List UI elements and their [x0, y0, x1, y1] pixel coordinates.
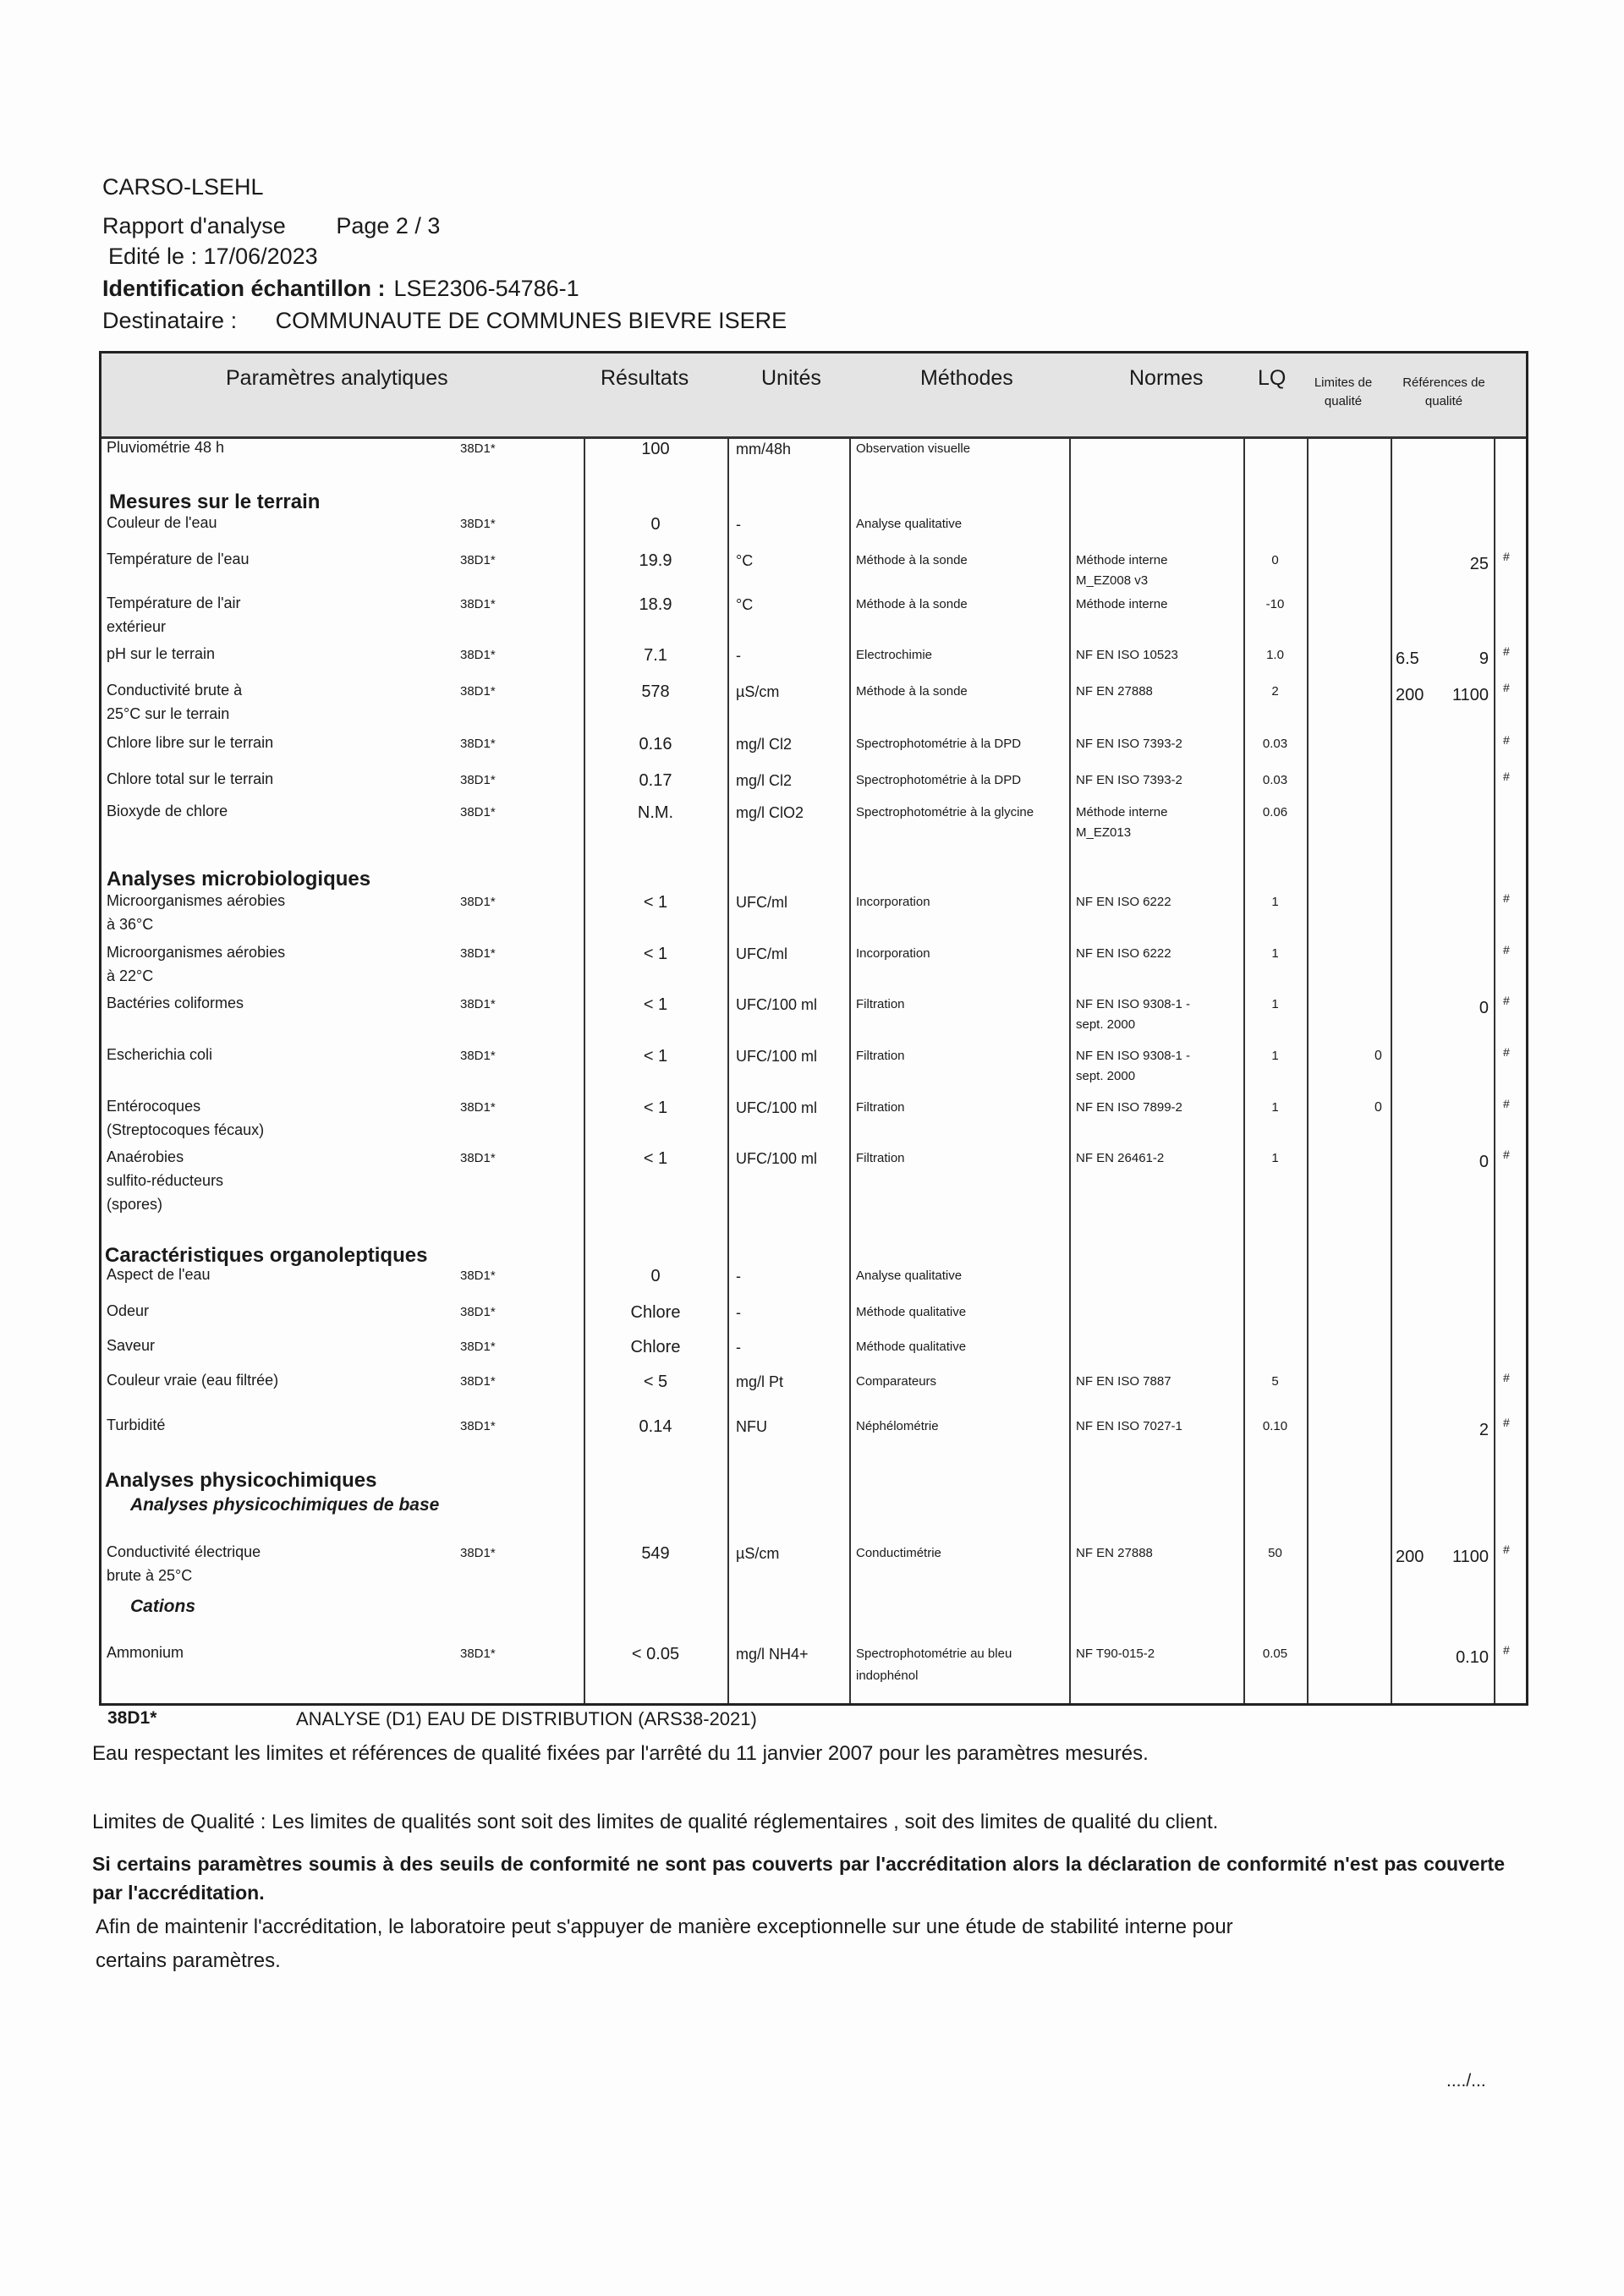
param-name: Ammonium: [107, 1644, 184, 1661]
col-header-param: Paramètres analytiques: [226, 366, 448, 390]
method-line-2: indophénol: [856, 1669, 919, 1683]
sample-label: Identification échantillon :: [102, 276, 386, 301]
analysis-code: 38D1*: [460, 1100, 496, 1115]
lq-value: 1: [1271, 1151, 1279, 1165]
unit: -: [736, 516, 741, 533]
result-value: Chlore: [630, 1338, 681, 1356]
col-header-result: Résultats: [601, 366, 689, 390]
analysis-code: 38D1*: [460, 597, 496, 611]
method: Méthode qualitative: [856, 1305, 967, 1319]
param-name-line-2: sulfito-réducteurs: [107, 1172, 224, 1189]
param-name: Chlore libre sur le terrain: [107, 734, 274, 751]
page-number: Page 2 / 3: [336, 213, 441, 238]
section-title-micro: Analyses microbiologiques: [107, 868, 371, 890]
param-name: Chlore total sur le terrain: [107, 770, 274, 787]
method: Spectrophotométrie à la DPD: [856, 773, 1022, 787]
col-divider: [584, 436, 585, 1703]
analysis-code: 38D1*: [460, 648, 496, 662]
unit: mg/l ClO2: [736, 804, 804, 821]
analysis-code: 38D1*: [460, 684, 496, 699]
norm: NF EN ISO 6222: [1076, 946, 1171, 961]
method: Comparateurs: [856, 1374, 937, 1389]
quality-ref-max: 0.10: [1456, 1648, 1489, 1667]
col-divider: [849, 436, 851, 1703]
param-name: Escherichia coli: [107, 1046, 213, 1063]
param-name: pH sur le terrain: [107, 645, 216, 662]
analysis-code: 38D1*: [460, 895, 496, 909]
method: Incorporation: [856, 895, 930, 909]
result-value: < 1: [643, 945, 668, 963]
method: Filtration: [856, 1151, 905, 1165]
analysis-code: 38D1*: [460, 805, 496, 819]
norm: NF EN ISO 7899-2: [1076, 1100, 1182, 1115]
method: Méthode à la sonde: [856, 553, 968, 567]
lq-value: 1: [1271, 1100, 1279, 1115]
result-value: < 1: [643, 1149, 668, 1168]
unit: mg/l NH4+: [736, 1646, 809, 1663]
result-value: 549: [641, 1544, 670, 1563]
param-name: Conductivité brute à: [107, 682, 243, 699]
param-name: Conductivité électrique: [107, 1543, 261, 1560]
analysis-code: 38D1*: [460, 946, 496, 961]
lq-value: 0.03: [1262, 737, 1288, 751]
method: Conductimétrie: [856, 1546, 941, 1560]
analysis-code: 38D1*: [460, 1151, 496, 1165]
method: Analyse qualitative: [856, 1269, 963, 1283]
norm: NF EN ISO 7887: [1076, 1374, 1171, 1389]
report-label: Rapport d'analyse: [102, 213, 286, 238]
method: Filtration: [856, 997, 905, 1011]
param-name: Entérocoques: [107, 1098, 201, 1115]
analysis-code: 38D1*: [460, 1546, 496, 1560]
result-value: 578: [641, 682, 670, 701]
accreditation-mark: #: [1503, 733, 1510, 747]
col-divider: [1494, 436, 1495, 1703]
result-value: Chlore: [630, 1303, 681, 1322]
analysis-code: 38D1*: [460, 773, 496, 787]
analysis-code: 38D1*: [460, 517, 496, 531]
method: Néphélométrie: [856, 1419, 939, 1433]
lq-value: 0.05: [1262, 1647, 1288, 1661]
unit: UFC/ml: [736, 945, 787, 962]
col-divider: [1307, 436, 1309, 1703]
lq-value: 1: [1271, 946, 1279, 961]
analysis-code: 38D1*: [460, 441, 496, 456]
accreditation-mark: #: [1503, 891, 1510, 905]
method: Analyse qualitative: [856, 517, 963, 531]
unit: °C: [736, 552, 754, 569]
recipient-line: [102, 308, 787, 334]
param-name-line-2: à 22°C: [107, 967, 154, 984]
analysis-table: [99, 351, 1528, 1706]
result-value: < 1: [643, 1099, 668, 1117]
unit: mm/48h: [736, 441, 792, 458]
quality-ref-max: 0: [1479, 1153, 1489, 1171]
lab-name: CARSO-LSEHL: [102, 174, 264, 200]
lq-value: 0.06: [1262, 805, 1288, 819]
norm: NF EN ISO 7027-1: [1076, 1419, 1182, 1433]
norm: Méthode interne: [1076, 553, 1168, 567]
result-value: 0: [650, 515, 661, 534]
analysis-code: 38D1*: [460, 1374, 496, 1389]
footer-code-description: ANALYSE (D1) EAU DE DISTRIBUTION (ARS38-2021): [296, 1708, 757, 1729]
col-header-limits: Limites de qualité: [1314, 375, 1373, 408]
result-value: 0.14: [639, 1417, 672, 1436]
table-header: [102, 353, 1526, 439]
unit: mg/l Pt: [736, 1373, 784, 1390]
result-value: < 1: [643, 893, 668, 912]
analysis-code: 38D1*: [460, 1269, 496, 1283]
param-name-line-3: (spores): [107, 1196, 163, 1213]
section-title-terrain: Mesures sur le terrain: [109, 490, 321, 513]
param-name-line-2: (Streptocoques fécaux): [107, 1121, 265, 1138]
norm: Méthode interne: [1076, 597, 1168, 611]
analysis-code: 38D1*: [460, 1049, 496, 1063]
method: Méthode à la sonde: [856, 684, 968, 699]
param-name: Microorganismes aérobies: [107, 944, 286, 961]
result-value: 0.17: [639, 771, 672, 790]
quality-ref-min: 6.5: [1396, 649, 1419, 668]
unit: NFU: [736, 1418, 767, 1435]
accreditation-mark: #: [1503, 1543, 1510, 1556]
quality-ref-min: 200: [1396, 686, 1424, 704]
col-header-refs: Références de qualité: [1402, 375, 1485, 408]
stability-note-line-2: certains paramètres.: [96, 1949, 281, 1972]
analysis-code: 38D1*: [460, 997, 496, 1011]
method: Incorporation: [856, 946, 930, 961]
quality-ref-max: 0: [1479, 999, 1489, 1017]
norm-line-2: sept. 2000: [1076, 1017, 1136, 1032]
norm: NF EN ISO 10523: [1076, 648, 1178, 662]
param-name: Pluviométrie 48 h: [107, 439, 225, 456]
accreditation-mark: #: [1503, 943, 1510, 956]
method: Filtration: [856, 1049, 905, 1063]
analysis-code: 38D1*: [460, 553, 496, 567]
lq-value: 1: [1271, 1049, 1279, 1063]
param-name: Température de l'eau: [107, 551, 250, 567]
param-name: Température de l'air: [107, 595, 241, 611]
unit: UFC/100 ml: [736, 1048, 818, 1065]
param-name-line-2: à 36°C: [107, 916, 154, 933]
unit: -: [736, 647, 741, 664]
subsection-cations: Cations: [130, 1597, 196, 1616]
param-name: Bioxyde de chlore: [107, 803, 228, 819]
lq-value: 2: [1271, 684, 1279, 699]
analysis-code: 38D1*: [460, 737, 496, 751]
col-header-unit: Unités: [761, 366, 821, 390]
result-value: 19.9: [639, 551, 672, 570]
subsection-physico-base: Analyses physicochimiques de base: [130, 1495, 440, 1515]
param-name: Aspect de l'eau: [107, 1266, 211, 1283]
lq-value: 50: [1268, 1546, 1282, 1560]
param-name: Anaérobies: [107, 1148, 184, 1165]
method: Electrochimie: [856, 648, 933, 662]
result-value: 7.1: [644, 646, 667, 665]
method: Spectrophotométrie au bleu: [856, 1647, 1012, 1661]
unit: °C: [736, 596, 754, 613]
method: Méthode à la sonde: [856, 597, 968, 611]
continued-marker: ..../...: [1446, 2071, 1486, 2091]
lq-value: 5: [1271, 1374, 1279, 1389]
unit: µS/cm: [736, 1545, 780, 1562]
unit: µS/cm: [736, 683, 780, 700]
norm: NF T90-015-2: [1076, 1647, 1155, 1661]
quality-ref-max: 25: [1469, 555, 1489, 573]
quality-limit: 0: [1374, 1100, 1382, 1115]
accreditation-mark: #: [1503, 1416, 1510, 1429]
report-title-line: [102, 213, 440, 239]
quality-limits-note: Limites de Qualité : Les limites de qualités sont soit des limites de qualité réglementaires , soit des limites de qualité du client.: [92, 1811, 1219, 1833]
sample-identification: [102, 276, 579, 302]
unit: UFC/100 ml: [736, 996, 818, 1013]
analysis-code: 38D1*: [460, 1419, 496, 1433]
col-divider: [1391, 436, 1392, 1703]
footer-code: 38D1*: [107, 1708, 157, 1728]
norm: NF EN ISO 7393-2: [1076, 773, 1182, 787]
accreditation-mark: #: [1503, 681, 1510, 694]
method: Spectrophotométrie à la DPD: [856, 737, 1022, 751]
accreditation-mark: #: [1503, 644, 1510, 658]
analysis-code: 38D1*: [460, 1305, 496, 1319]
result-value: 0: [650, 1267, 661, 1285]
norm-line-2: M_EZ008 v3: [1076, 573, 1149, 588]
col-divider: [1069, 436, 1071, 1703]
col-divider: [1243, 436, 1245, 1703]
section-title-organo: Caractéristiques organoleptiques: [105, 1244, 428, 1267]
norm: Méthode interne: [1076, 805, 1168, 819]
analysis-code: 38D1*: [460, 1340, 496, 1354]
quality-ref-max: 2: [1479, 1421, 1489, 1439]
param-name: Turbidité: [107, 1417, 166, 1433]
accreditation-mark: #: [1503, 994, 1510, 1007]
lq-value: 0.03: [1262, 773, 1288, 787]
unit: -: [736, 1339, 741, 1356]
lq-value: 1: [1271, 895, 1279, 909]
result-value: N.M.: [637, 803, 674, 822]
norm: NF EN ISO 9308-1 -: [1076, 1049, 1191, 1063]
quality-ref-min: 200: [1396, 1548, 1424, 1566]
unit: UFC/100 ml: [736, 1150, 818, 1167]
lq-value: 0: [1271, 553, 1279, 567]
norm-line-2: M_EZ013: [1076, 825, 1132, 840]
quality-limit: 0: [1374, 1049, 1382, 1063]
result-value: < 5: [643, 1373, 668, 1391]
param-name: Bactéries coliformes: [107, 995, 244, 1011]
param-name-line-2: extérieur: [107, 618, 167, 635]
accreditation-mark: #: [1503, 1643, 1510, 1657]
unit: UFC/ml: [736, 894, 787, 911]
lq-value: 0.10: [1262, 1419, 1288, 1433]
result-value: < 1: [643, 1047, 668, 1066]
unit: -: [736, 1304, 741, 1321]
lq-value: -10: [1265, 597, 1285, 611]
method: Filtration: [856, 1100, 905, 1115]
param-name: Saveur: [107, 1337, 156, 1354]
accreditation-mark: #: [1503, 1148, 1510, 1161]
accreditation-mark: #: [1503, 1045, 1510, 1059]
norm: NF EN ISO 7393-2: [1076, 737, 1182, 751]
section-title-physico: Analyses physicochimiques: [105, 1469, 377, 1492]
param-name: Couleur vraie (eau filtrée): [107, 1372, 279, 1389]
result-value: < 0.05: [631, 1645, 680, 1663]
result-value: 100: [641, 440, 670, 458]
col-header-norm: Normes: [1129, 366, 1204, 390]
param-name: Couleur de l'eau: [107, 514, 217, 531]
result-value: 18.9: [639, 595, 672, 614]
accreditation-mark: #: [1503, 1371, 1510, 1384]
recipient-name: COMMUNAUTE DE COMMUNES BIEVRE ISERE: [275, 308, 787, 333]
accreditation-mark: #: [1503, 550, 1510, 563]
unit: -: [736, 1268, 741, 1285]
analysis-code: 38D1*: [460, 1647, 496, 1661]
accreditation-notice: Si certains paramètres soumis à des seuils de conformité ne sont pas couverts par l'accréditation alors la déclaration de conformité n'est pas couverte par l'accréditation.: [92, 1853, 1505, 1904]
quality-ref-max: 1100: [1451, 686, 1489, 704]
col-header-lq: LQ: [1258, 366, 1287, 390]
lq-value: 1.0: [1266, 648, 1284, 662]
unit: mg/l Cl2: [736, 736, 793, 753]
norm: NF EN ISO 9308-1 -: [1076, 997, 1191, 1011]
method: Méthode qualitative: [856, 1340, 967, 1354]
accreditation-mark: #: [1503, 1097, 1510, 1110]
norm: NF EN 27888: [1076, 684, 1153, 699]
unit: UFC/100 ml: [736, 1099, 818, 1116]
norm: NF EN ISO 6222: [1076, 895, 1171, 909]
result-value: < 1: [643, 995, 668, 1014]
quality-ref-max: 1100: [1451, 1548, 1489, 1566]
result-value: 0.16: [639, 735, 672, 753]
lq-value: 1: [1271, 997, 1279, 1011]
col-header-method: Méthodes: [920, 366, 1013, 390]
param-name-line-2: brute à 25°C: [107, 1567, 193, 1584]
norm: NF EN 26461-2: [1076, 1151, 1165, 1165]
norm-line-2: sept. 2000: [1076, 1069, 1136, 1083]
sample-id: LSE2306-54786-1: [393, 276, 579, 301]
conformity-statement: Eau respectant les limites et références de qualité fixées par l'arrêté du 11 janvier 2007 pour les paramètres mesurés.: [92, 1742, 1149, 1765]
col-divider: [727, 436, 729, 1703]
param-name: Microorganismes aérobies: [107, 892, 286, 909]
norm: NF EN 27888: [1076, 1546, 1153, 1560]
unit: mg/l Cl2: [736, 772, 793, 789]
recipient-label: Destinataire :: [102, 308, 238, 333]
accreditation-mark: #: [1503, 770, 1510, 783]
edit-date: Edité le : 17/06/2023: [108, 244, 318, 269]
method: Observation visuelle: [856, 441, 971, 456]
param-name: Odeur: [107, 1302, 150, 1319]
method: Spectrophotométrie à la glycine: [856, 805, 1034, 819]
quality-ref-max: 9: [1479, 649, 1489, 668]
stability-note-line-1: Afin de maintenir l'accréditation, le laboratoire peut s'appuyer de manière exceptionnelle sur une étude de stabilité interne pour: [96, 1915, 1233, 1938]
param-name-line-2: 25°C sur le terrain: [107, 705, 230, 722]
